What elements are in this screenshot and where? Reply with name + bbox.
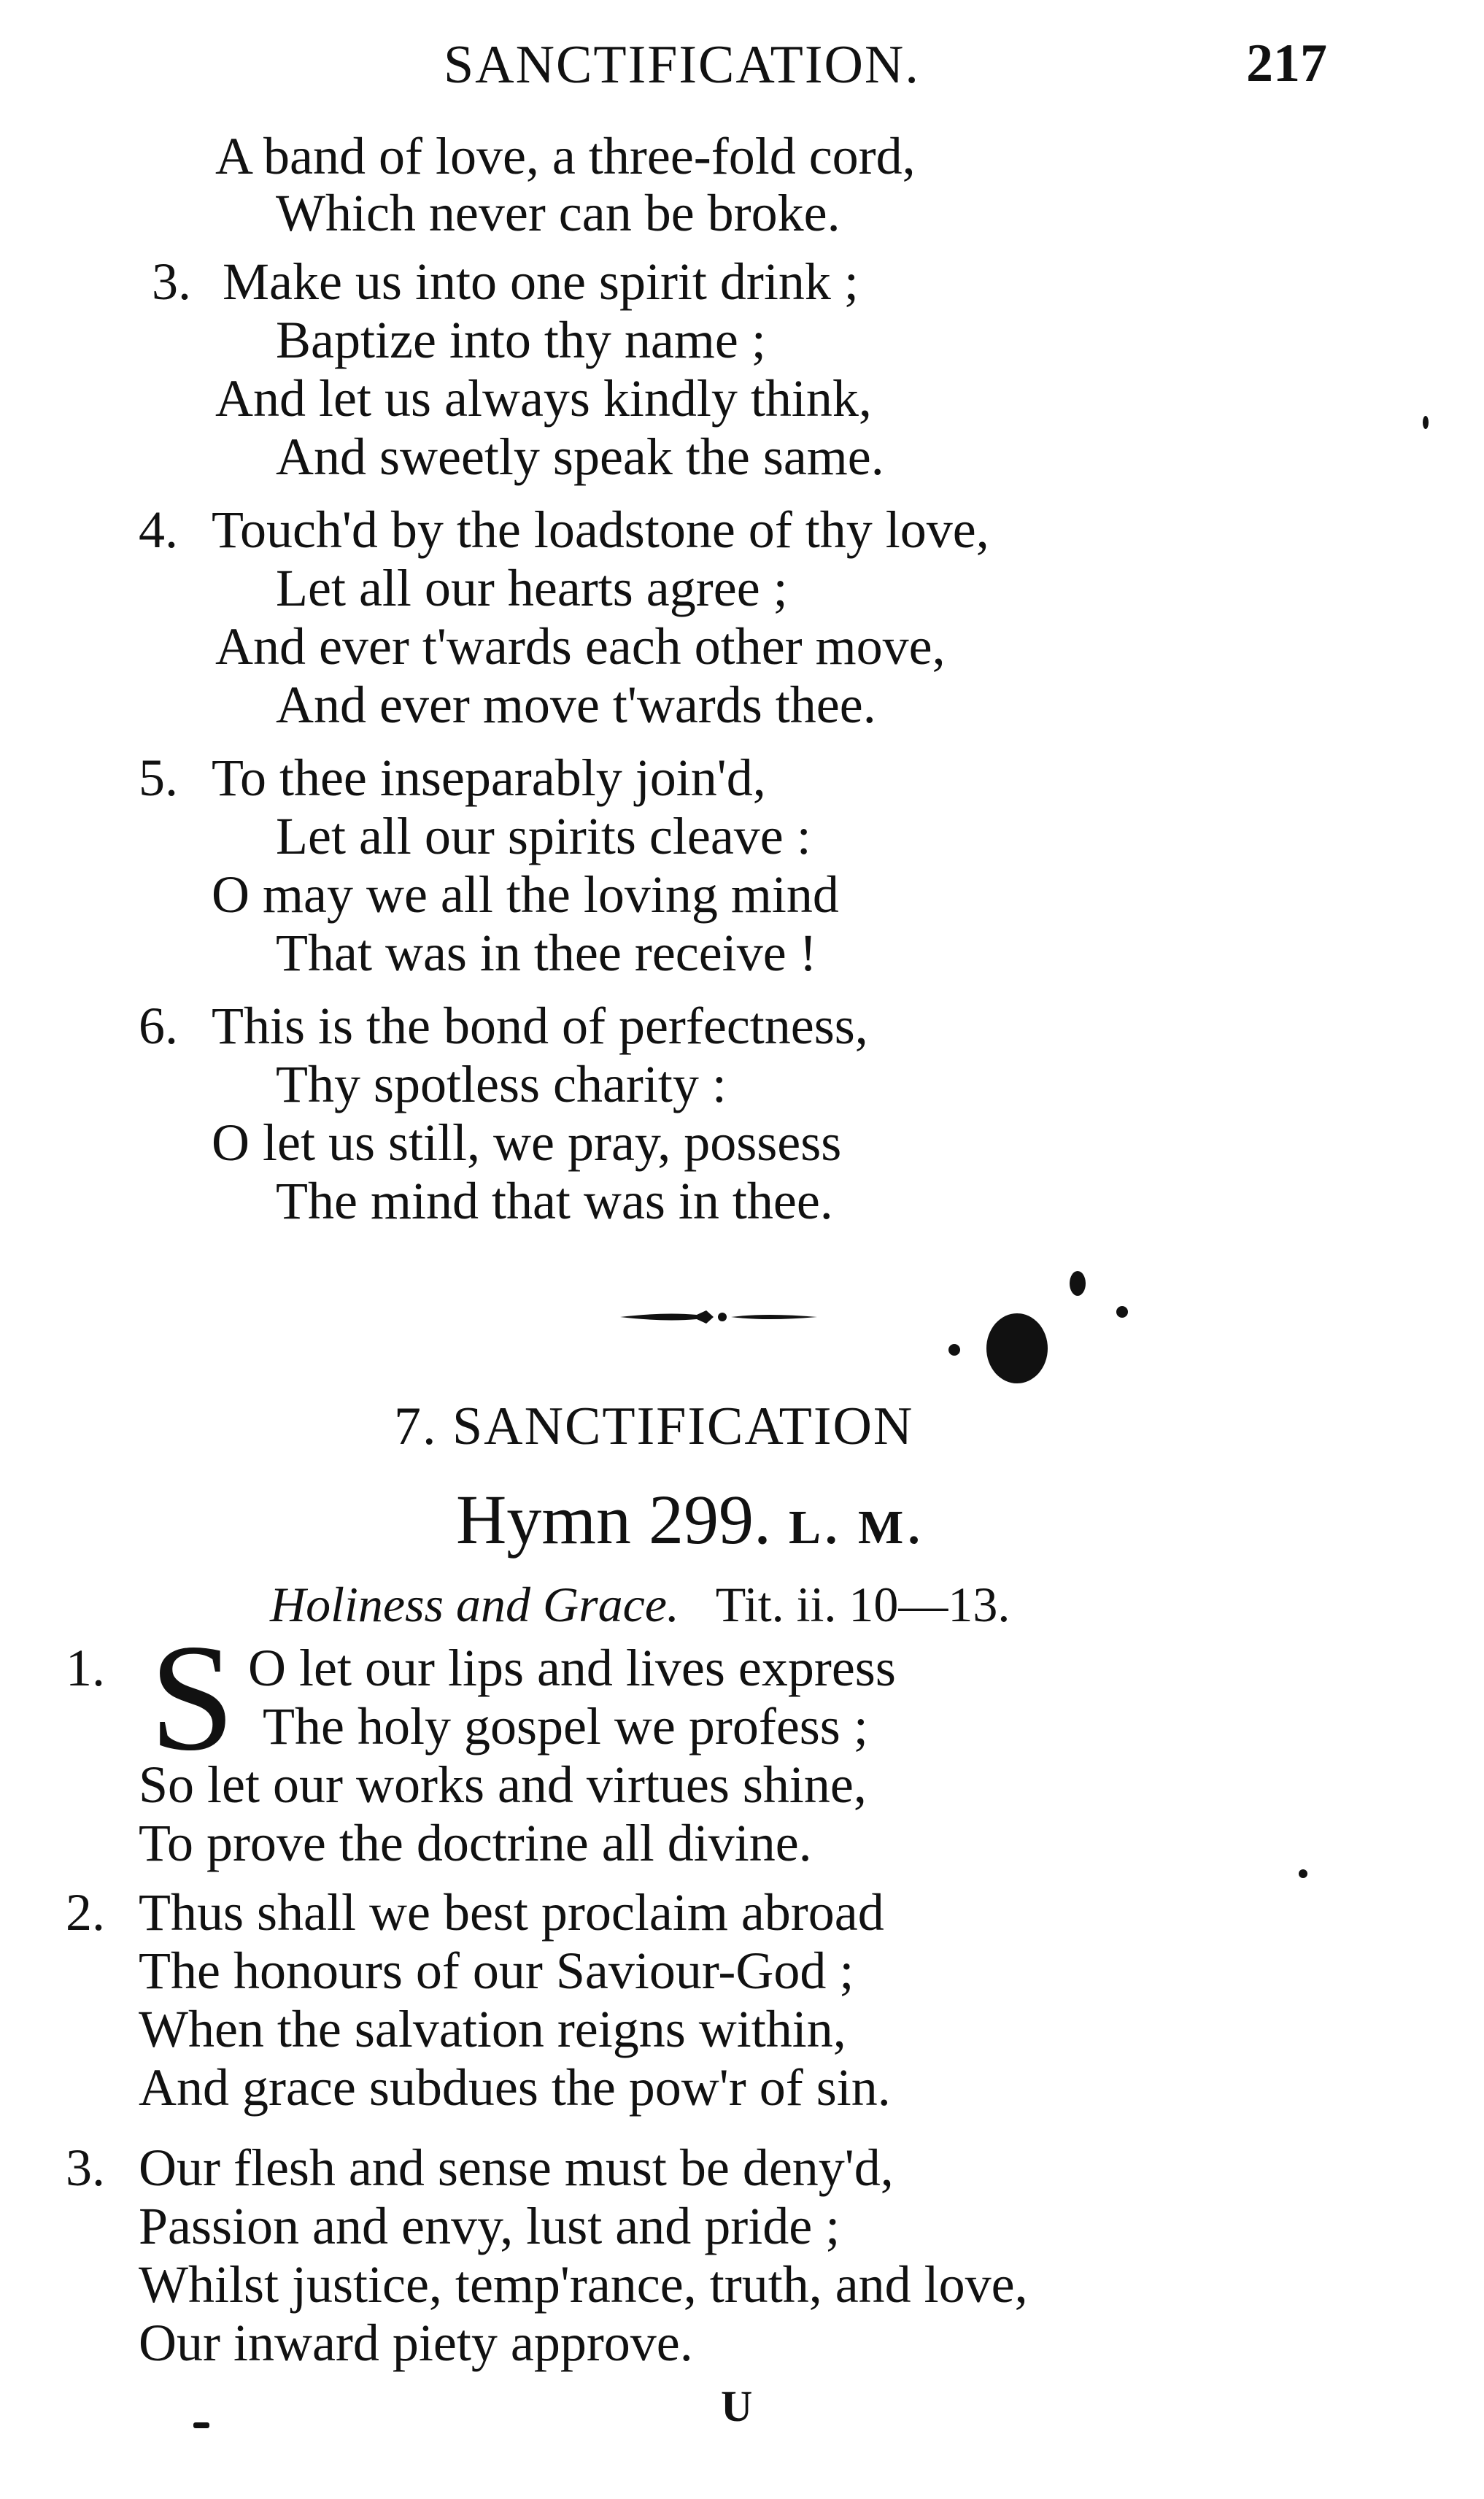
verse-line: Which never can be broke. — [276, 184, 840, 242]
verse-line: And ever t'wards each other move, — [215, 617, 946, 676]
verse-line: Make us into one spirit drink ; — [223, 252, 859, 311]
verse-line: When the salvation reigns within, — [139, 2000, 846, 2058]
verse-line: To thee inseparably join'd, — [212, 749, 766, 807]
verse-line: O let us still, we pray, possess — [212, 1113, 842, 1172]
hymn-subject-line — [270, 1577, 1010, 1632]
running-title: SANCTIFICATION. — [444, 35, 920, 95]
hymn-meter: L. M. — [789, 1501, 924, 1554]
verse-line: Our flesh and sense must be deny'd, — [139, 2139, 894, 2197]
stanza-number: 1. — [66, 1639, 105, 1697]
ink-speck — [1423, 416, 1429, 429]
verse-line: That was in thee receive ! — [276, 924, 817, 982]
verse-line: This is the bond of perfectness, — [212, 997, 868, 1055]
stanza-number: 6. — [139, 997, 178, 1055]
ink-speck — [948, 1344, 960, 1356]
stanza-number: 2. — [66, 1883, 105, 1942]
verse-line: And sweetly speak the same. — [276, 428, 884, 486]
stanza-number: 5. — [139, 749, 178, 807]
verse-line: A band of love, a three-fold cord, — [215, 127, 916, 185]
verse-line: Let all our spirits cleave : — [276, 807, 811, 865]
ink-blot — [986, 1313, 1048, 1383]
hymn-number: Hymn 299. — [456, 1480, 771, 1559]
verse-line: Thy spotless charity : — [276, 1055, 727, 1113]
scripture-reference: Tit. ii. 10—13. — [715, 1577, 1010, 1632]
verse-line: Thus shall we best proclaim abroad — [139, 1883, 884, 1942]
verse-line: Let all our hearts agree ; — [276, 559, 788, 617]
hymn-subject: Holiness and Grace. — [270, 1577, 679, 1632]
stanza-number: 4. — [139, 501, 178, 559]
verse-line: The mind that was in thee. — [276, 1172, 833, 1230]
hymn-title — [456, 1480, 924, 1559]
verse-line: Passion and envy, lust and pride ; — [139, 2197, 840, 2255]
verse-line: And grace subdues the pow'r of sin. — [139, 2058, 891, 2117]
verse-line: Touch'd by the loadstone of thy love, — [212, 501, 989, 559]
verse-line: Whilst justice, temp'rance, truth, and love, — [139, 2255, 1028, 2314]
ornament-rule-icon — [620, 1306, 817, 1328]
verse-line: O may we all the loving mind — [212, 865, 839, 924]
verse-line: To prove the doctrine all divine. — [139, 1814, 812, 1872]
verse-line: Baptize into thy name ; — [276, 311, 766, 369]
verse-line: Our inward piety approve. — [139, 2314, 693, 2372]
verse-line: So let our works and virtues shine, — [139, 1756, 867, 1814]
stanza-number: 3. — [152, 252, 191, 311]
stanza-number: 3. — [66, 2139, 105, 2197]
verse-line: O let our lips and lives express — [248, 1639, 896, 1697]
drop-cap: S — [150, 1613, 235, 1782]
page-number: 217 — [1246, 34, 1327, 93]
verse-line: And ever move t'wards thee. — [276, 676, 876, 734]
verse-line: And let us always kindly think, — [215, 369, 872, 428]
ink-speck — [1070, 1271, 1086, 1296]
ink-speck — [1116, 1306, 1128, 1318]
verse-line: The honours of our Saviour-God ; — [139, 1942, 854, 2000]
ink-speck — [1299, 1869, 1307, 1878]
signature-mark: U — [721, 2382, 753, 2430]
ink-speck — [193, 2422, 209, 2428]
verse-line: The holy gospel we profess ; — [263, 1697, 868, 1756]
section-title: 7. SANCTIFICATION — [394, 1397, 914, 1456]
